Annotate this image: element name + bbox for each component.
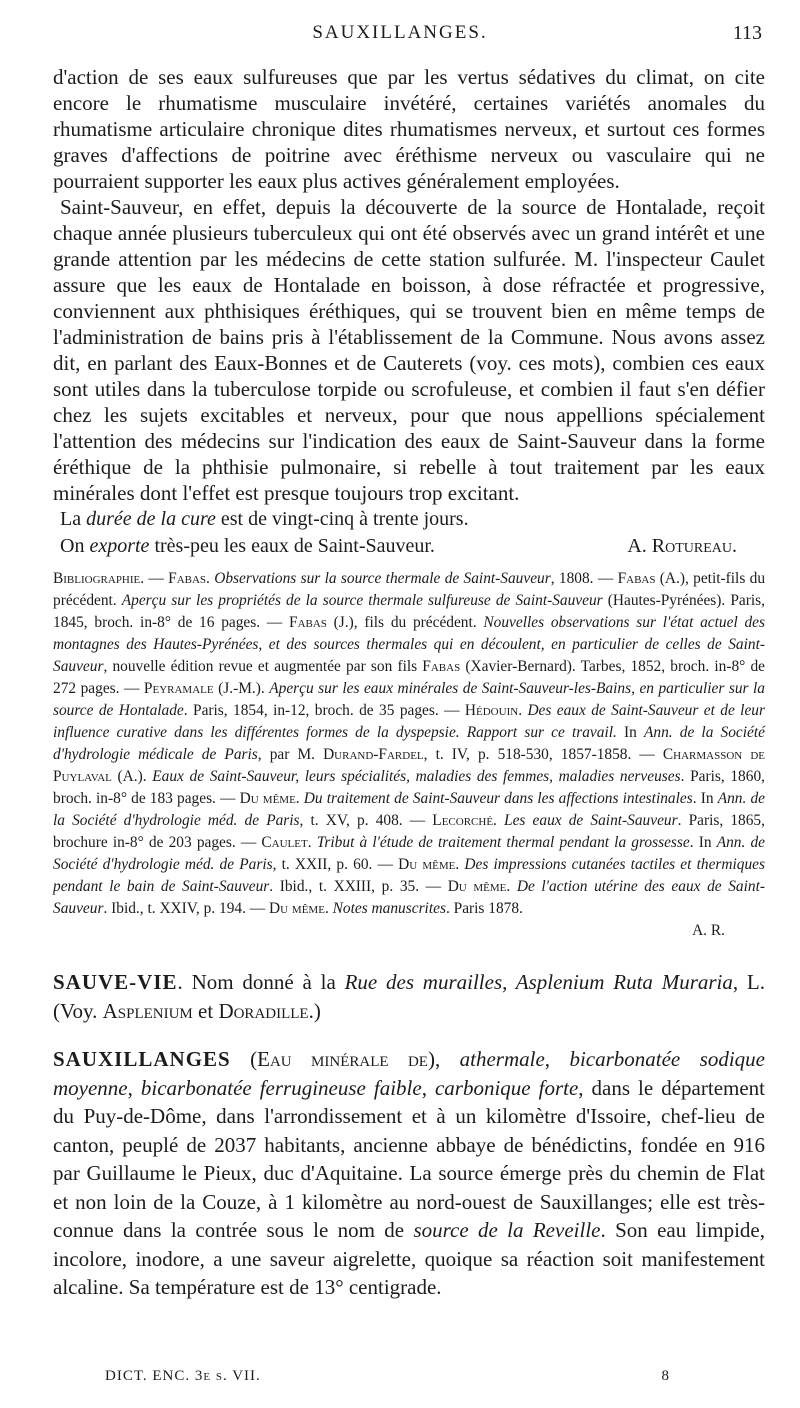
- entry1-segment: Doradille: [218, 998, 309, 1023]
- entry2-segment: SAUXILLANGES: [53, 1047, 231, 1071]
- biblio-segment: (Hautes-Pyrénées). Paris, 1845, broch. in-8° de 16 pages. —: [53, 592, 765, 631]
- entry2-segment: ,: [544, 1047, 570, 1071]
- biblio-segment: , 1808. —: [550, 570, 618, 587]
- biblio-segment: .: [324, 900, 333, 917]
- biblio-segment: . Paris 1878.: [445, 900, 523, 917]
- biblio-segment: Aperçu sur les propriétés de la source thermale sulfureuse de Saint-Sauveur: [121, 592, 603, 609]
- entry2-segment: ,: [421, 1075, 435, 1100]
- biblio-segment: Du même: [447, 878, 507, 895]
- biblio-segment: .: [493, 812, 505, 829]
- entry1-segment: et: [192, 998, 219, 1023]
- biblio-segment: De l'action utérine des eaux de Saint-Sauveur: [53, 878, 765, 917]
- biblio-segment: Nouvelles observations sur l'état actuel des montagnes des Hautes-Pyrénées, et des sources thermales qui en découlent, en particulier de celles de Saint-Sauveur: [53, 614, 765, 675]
- biblio-segment: (Xavier-Bernard). Tarbes, 1852, broch. in-8° de 272 pages. —: [53, 658, 765, 697]
- entry2-segment: athermale: [459, 1047, 545, 1071]
- cure-duration-line: [53, 506, 765, 533]
- biblio-segment: . In: [689, 834, 717, 851]
- bibliography-signature: A. R.: [692, 922, 725, 939]
- running-title: SAUXILLANGES.: [312, 22, 488, 43]
- biblio-segment: Du même: [398, 856, 456, 873]
- biblio-segment: Aperçu sur les eaux minérales de Saint-Sauveur-les-Bains, en particulier sur la source de Hontalade: [53, 680, 765, 719]
- biblio-segment: Des eaux de Saint-Sauveur et de leur influence curative dans les différentes formes de la dyspepsie. Rapport sur ce travail.: [53, 702, 765, 741]
- biblio-segment: , nouvelle édition revue et augmentée par son fils: [103, 658, 423, 675]
- biblio-segment: Charmasson de Puylaval: [53, 746, 765, 785]
- entry2-segment: . Son eau limpide, incolore, inodore, a une saveur aigrelette, quoique sa réaction soit manifestement alcaline. Sa température est de 13° centigrade.: [53, 1218, 765, 1299]
- paragraph-tuberculosis: Saint-Sauveur, en effet, depuis la découverte de la source de Hontalade, reçoit chaque année plusieurs tuberculeux qui ont été observés avec un grand intérêt et une grande attention par les médecins de cette station sulfurée. M. l'inspecteur Caulet assure que les eaux de Hontalade en boisson, à dose réfractée et progressive, conviennent aux phthisiques éréthiques, qui se trouvent bien en même temps de l'administration de bains pris à l'établissement de la Commune. Nous avons assez dit, en parlant des Eaux-Bonnes et de Cauterets (voy. ces mots), combien ces eaux sont utiles dans la tuberculose torpide ou scrofuleuse, et combien il faut s'en défier chez les sujets excitables et nerveux, pour que nous appellions spécialement l'attention des médecins sur l'indication des eaux de Saint-Sauveur dans la forme éréthique de la phthisie pulmonaire, si rebelle à tout traitement par les eaux minérales dont l'effet est presque toujours trop excitant.: [53, 195, 765, 505]
- biblio-segment: Durand-Fardel: [323, 746, 424, 763]
- biblio-segment: Peyramale: [143, 680, 214, 697]
- entry2-segment: Eau minérale de: [257, 1047, 428, 1071]
- entry2-segment: carbonique forte: [434, 1075, 579, 1100]
- cure-duration-text: La durée de la cure est de vingt-cinq à trente jours.: [60, 508, 469, 530]
- biblio-segment: Du même: [239, 790, 296, 807]
- page-number: 113: [732, 22, 762, 44]
- entry2-segment: bicarbonatée sodique moyenne: [53, 1047, 766, 1100]
- entry2-segment: source de la Reveille: [413, 1218, 601, 1242]
- biblio-segment: Eaux de Saint-Sauveur, leurs spécialités, maladies des femmes, maladies nerveuses: [152, 768, 681, 785]
- entry-sauve-vie: [53, 968, 765, 1025]
- biblio-segment: Des impressions cutanées tactiles et thermiques pendant le bain de Saint-Sauveur: [53, 856, 765, 895]
- biblio-segment: , t. XV, p. 408. —: [299, 812, 433, 829]
- author-signature: A. Rotureau.: [627, 535, 737, 557]
- entry1-segment: .): [308, 998, 321, 1023]
- biblio-segment: Caulet: [261, 834, 308, 851]
- biblio-segment: (J.), fils du précédent.: [326, 614, 484, 631]
- biblio-segment: . Paris, 1865, brochure in-8° de 203 pages. —: [53, 812, 765, 851]
- entry2-segment: (: [230, 1047, 258, 1071]
- main-text: [53, 64, 765, 1302]
- biblio-segment: . In: [692, 790, 718, 807]
- biblio-segment: , par M.: [257, 746, 324, 763]
- biblio-segment: . Ibid., t. XXIII, p. 35. —: [269, 878, 448, 895]
- entry1-segment: Rue des murailles, Asplenium Ruta Muraria: [344, 970, 733, 994]
- biblio-segment: Tribut à l'étude de traitement thermal pendant la grossesse: [316, 834, 690, 851]
- biblio-segment: Ann. de la Société d'hydrologie médicale de Paris: [53, 724, 765, 763]
- biblio-segment: .: [455, 856, 465, 873]
- biblio-segment: . Ibid., t. XXIV, p. 194. —: [103, 900, 270, 917]
- footer-sheet-number: 8: [661, 1368, 670, 1384]
- export-text: On exporte très-peu les eaux de Saint-Sauveur.: [60, 535, 435, 557]
- biblio-segment: Fabas: [617, 570, 656, 587]
- biblio-segment: , t. XXII, p. 60. —: [272, 856, 399, 873]
- entry1-segment: Asplenium: [102, 998, 193, 1023]
- biblio-segment: Hédouin: [464, 702, 519, 719]
- biblio-segment: Du traitement de Saint-Sauveur dans les affections intestinales: [303, 790, 693, 807]
- biblio-segment: Fabas.: [168, 570, 215, 587]
- biblio-segment: In: [616, 724, 644, 741]
- bibliography-text: [53, 568, 765, 920]
- biblio-segment: Les eaux de Saint-Sauveur: [504, 812, 678, 829]
- entry2-segment: bicarbonatée ferrugineuse faible: [140, 1075, 422, 1100]
- biblio-segment: (A.), petit-fils du précédent.: [53, 570, 766, 609]
- entry1-segment: , L. (Voy.: [53, 970, 766, 1023]
- biblio-segment: .: [295, 790, 304, 807]
- biblio-segment: Bibliographie. —: [53, 570, 169, 587]
- page-footer: [105, 1368, 670, 1385]
- biblio-segment: (A.).: [111, 768, 153, 785]
- entry2-segment: ,: [127, 1075, 141, 1100]
- biblio-segment: Observations sur la source thermale de Saint-Sauveur: [214, 570, 551, 587]
- biblio-segment: Notes manuscrites: [332, 900, 446, 917]
- biblio-segment: . Paris, 1860, broch. in-8° de 183 pages. —: [53, 768, 765, 807]
- biblio-segment: .: [506, 878, 517, 895]
- export-line: [53, 533, 765, 560]
- running-header: [0, 22, 800, 56]
- biblio-segment: Ann. de la Société d'hydrologie méd. de Paris: [53, 790, 765, 829]
- biblio-segment: Ann. de Société d'hydrologie méd. de Paris: [53, 834, 765, 873]
- biblio-segment: Lecorché: [432, 812, 494, 829]
- entry1-segment: . Nom donné à la: [177, 970, 345, 994]
- biblio-segment: . Paris, 1854, in-12, broch. de 35 pages. —: [183, 702, 465, 719]
- bibliography: [53, 568, 765, 942]
- entry-sauxillanges: [53, 1045, 765, 1302]
- entry1-segment: SAUVE-VIE: [53, 970, 178, 994]
- biblio-segment: Du même: [269, 900, 325, 917]
- biblio-segment: (J.-M.).: [213, 680, 270, 697]
- biblio-segment: Fabas: [422, 658, 461, 675]
- biblio-segment: .: [518, 702, 528, 719]
- biblio-segment: .: [307, 834, 317, 851]
- paragraph-continuation: d'action de ses eaux sulfureuses que par les vertus sédatives du climat, on cite encore le rhumatisme musculaire invétéré, certaines variétés anomales du rhumatisme articulaire chronique dites rhumatismes nerveux, et surtout ces formes graves d'affections de poitrine avec éréthisme nerveux ou vasculaire qui ne pourraient supporter les eaux plus actives généralement employées.: [53, 65, 765, 193]
- biblio-segment: , t. IV, p. 518-530, 1857-1858. —: [423, 746, 663, 763]
- biblio-segment: Fabas: [289, 614, 327, 631]
- footer-signature: DICT. ENC. 3e s. VII.: [105, 1368, 261, 1384]
- entry2-segment: ),: [427, 1047, 460, 1071]
- entry2-segment: , dans le département du Puy-de-Dôme, dans l'arrondissement et à un kilomètre d'Issoire, chef-lieu de canton, peuplé de 2037 habitants, ancienne abbaye de bénédictins, fondée en 916 par Guillaume le Pieux, duc d'Aquitaine. La source émerge près du chemin de Flat et non loin de la Couze, à 1 kilomètre au nord-ouest de Sauxillanges; elle est très-connue dans la contrée sous le nom de: [53, 1075, 766, 1242]
